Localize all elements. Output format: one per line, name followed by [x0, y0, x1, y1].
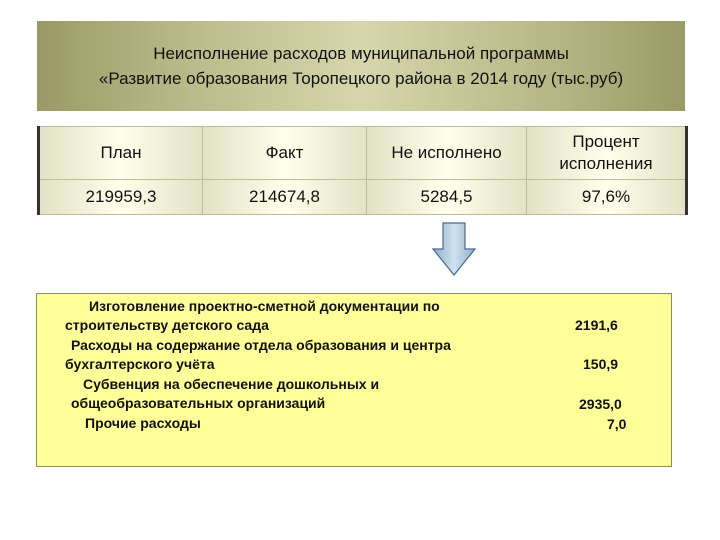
title-line-1: Неисполнение расходов муниципальной программы [153, 44, 569, 63]
detail-value: 2935,0 [579, 396, 622, 412]
slide-title [37, 21, 685, 111]
header-percent: Процент исполнения [527, 127, 687, 180]
detail-label-line: общеобразовательных организаций [71, 395, 326, 411]
detail-label-line: бухгалтерского учёта [65, 356, 215, 372]
summary-table [37, 126, 688, 215]
header-plan: План [39, 127, 203, 180]
detail-label-line: Расходы на содержание отдела образования и центра [71, 337, 451, 353]
detail-label-line: Прочие расходы [85, 415, 201, 431]
detail-value: 7,0 [607, 416, 627, 432]
detail-label-line: Изготовление проектно-сметной документации по [89, 298, 440, 314]
title-line-2: «Развитие образования Торопецкого района в 2014 году (тыс.руб) [98, 69, 624, 88]
summary-values-row [39, 180, 687, 215]
summary-header-row [39, 127, 687, 180]
detail-value: 150,9 [583, 356, 619, 372]
detail-value: 2191,6 [575, 317, 618, 333]
value-not-executed: 5284,5 [367, 180, 527, 215]
value-plan: 219959,3 [39, 180, 203, 215]
value-percent: 97,6% [527, 180, 687, 215]
value-fact: 214674,8 [203, 180, 367, 215]
header-fact: Факт [203, 127, 367, 180]
down-arrow-icon [432, 222, 476, 276]
details-box [36, 293, 672, 467]
detail-label-line: строительству детского сада [65, 317, 269, 333]
header-not-executed: Не исполнено [367, 127, 527, 180]
detail-label-line: Субвенция на обеспечение дошкольных и [83, 376, 380, 392]
